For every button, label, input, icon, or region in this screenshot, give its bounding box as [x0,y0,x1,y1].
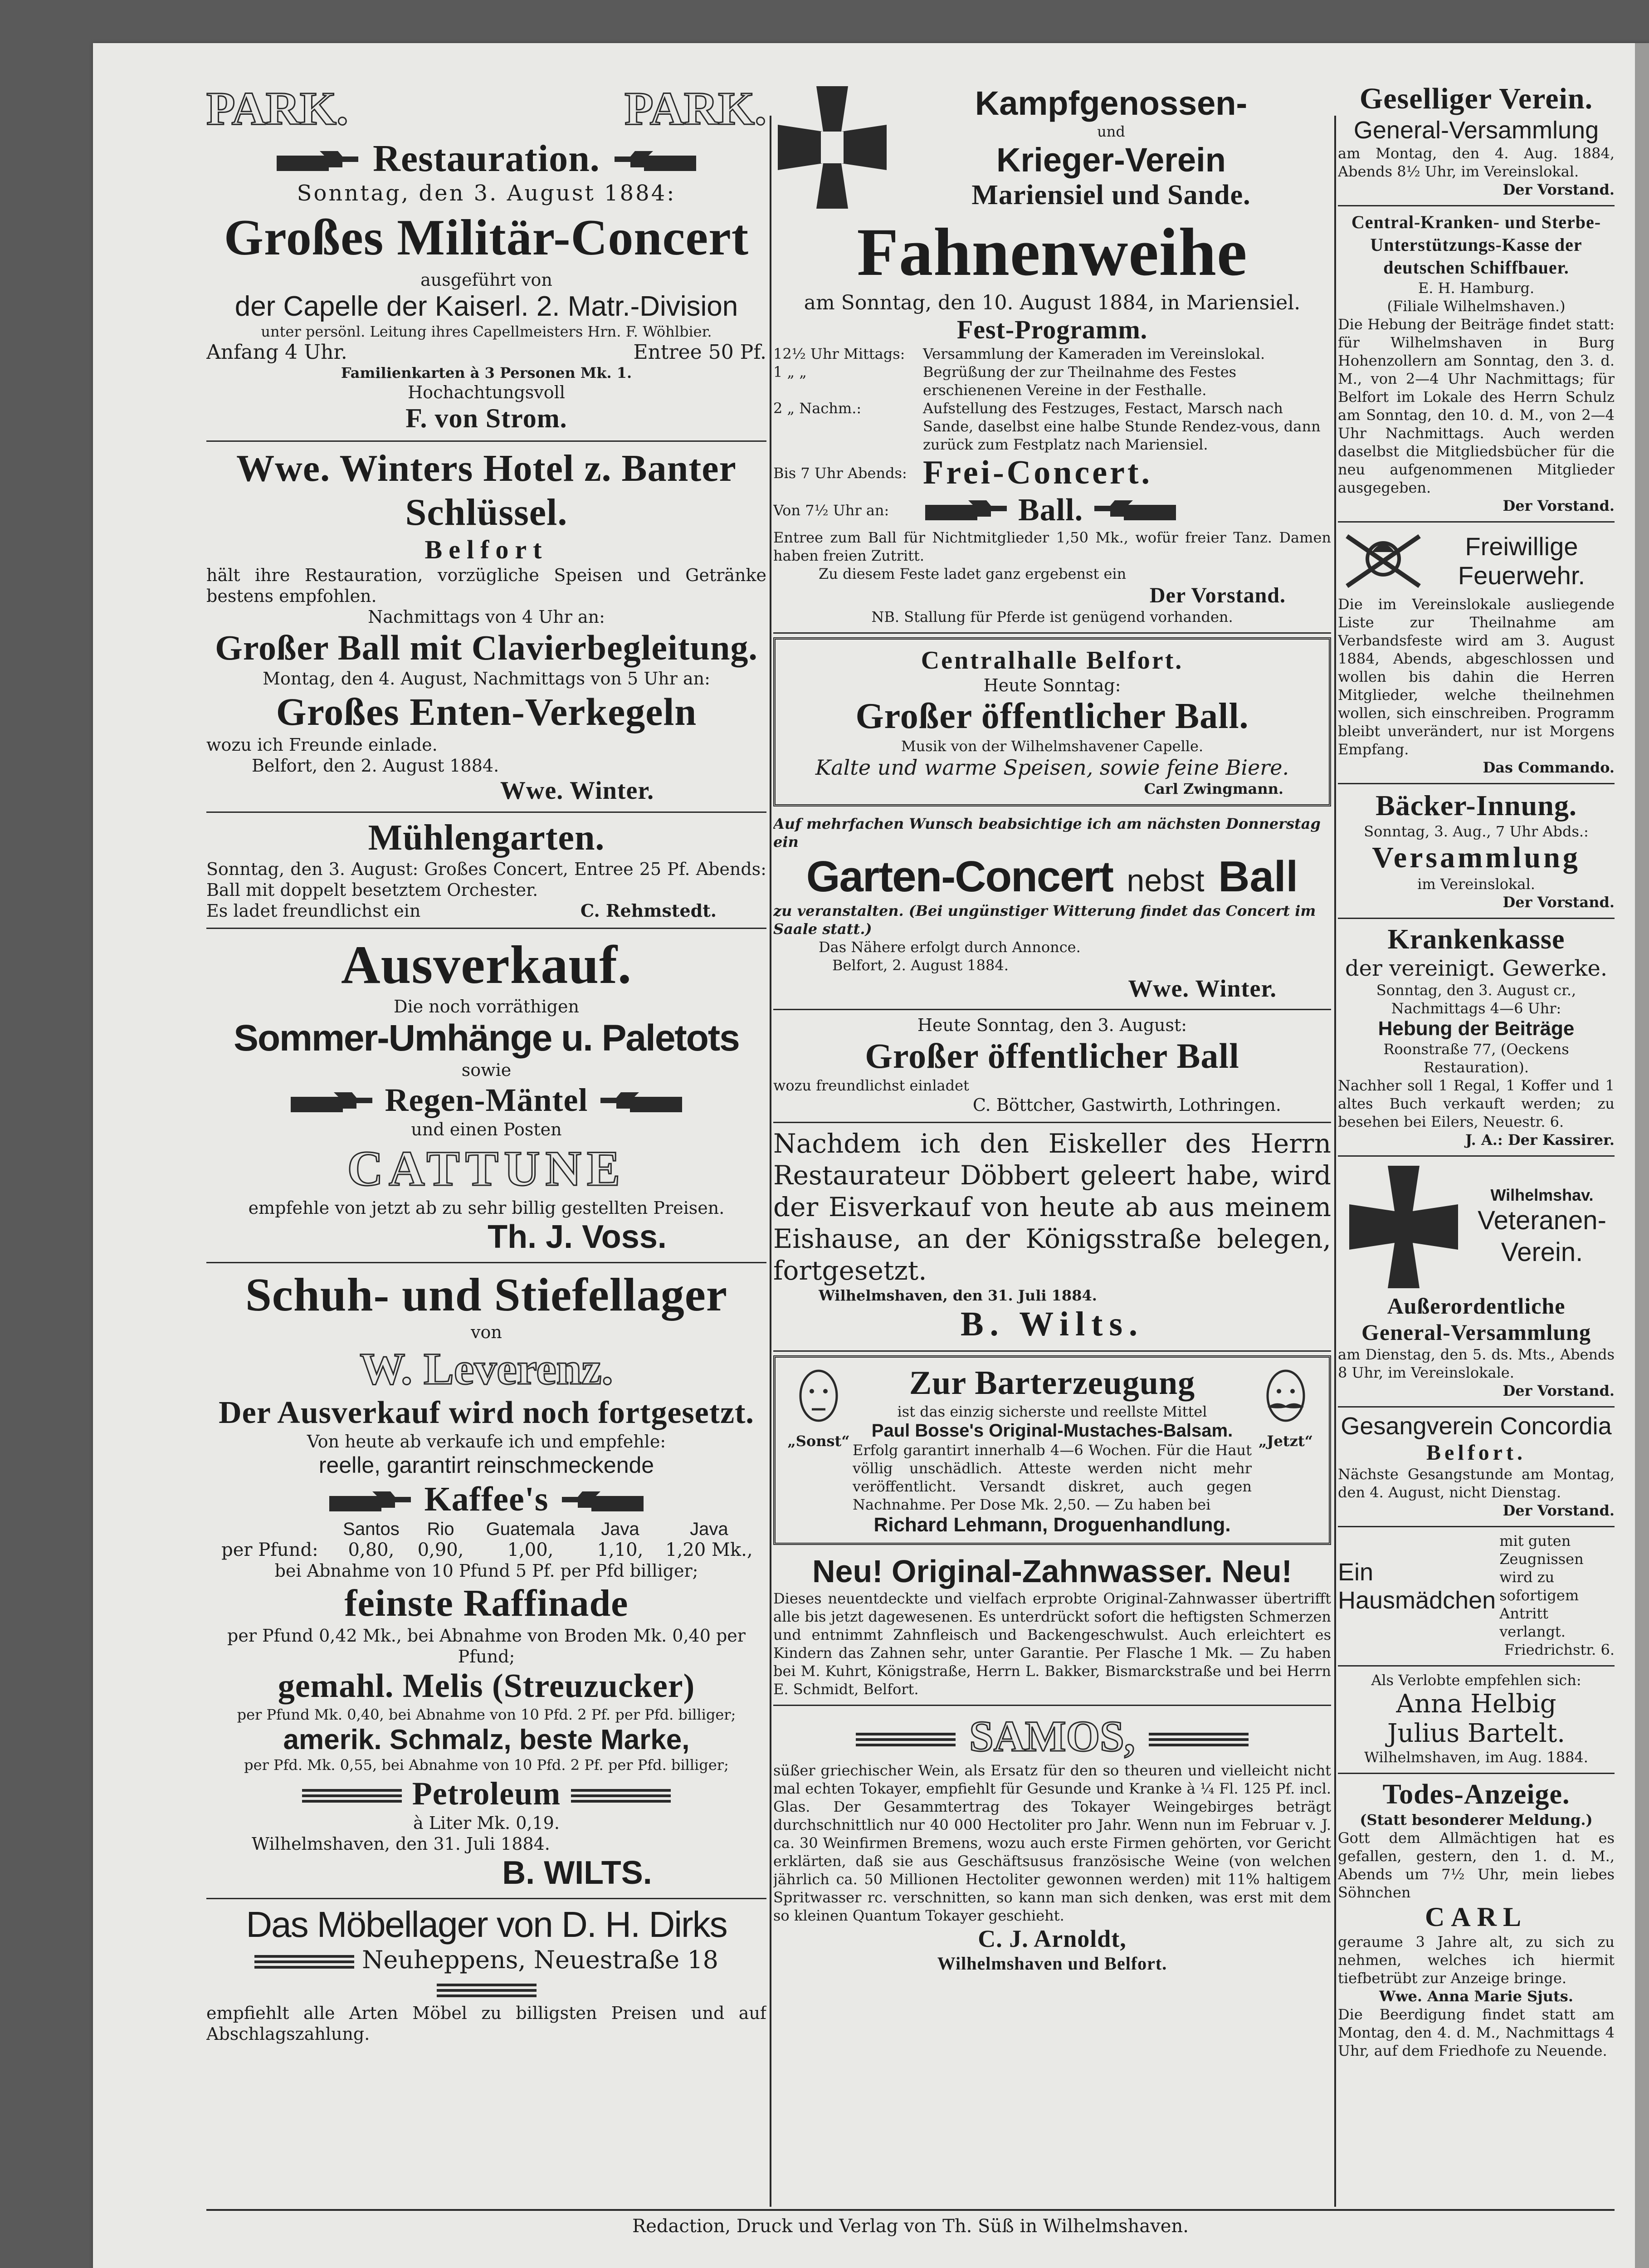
death-sub: (Statt besonderer Meldung.) [1360,1811,1593,1828]
from-today: Von heute ab verkaufe ich und empfehle: [307,1432,666,1452]
death-title: Todes-Anzeige. [1382,1779,1570,1810]
coffee-sort: Java [601,1519,639,1539]
sale-sub: Die noch vorräthigen [394,997,579,1017]
ice-date: Wilhelmshaven, den 31. Juli 1884. [819,1287,1097,1304]
krankenkasse-signature: J. A.: Der Kassirer. [1465,1131,1615,1149]
kasse-hq: E. H. Hamburg. [1418,279,1535,297]
decorative-bars [254,1955,354,1969]
garden-concert-title: Garten-Concert [806,852,1113,901]
cattune: CATTUNE [347,1141,626,1196]
samos-text: süßer griechischer Wein, als Ersatz für den so theuren und vielleicht nicht mal echten Tokayer, empfiehlt für Gesunde und Kranke à ¼ Fl. 125 Pf. incl. Glas. Der Gesammtertrag des Tokayer Weingebirges beträgt durchschnittlich nur 40 000 Hectoliter pro Jahr. Wenn nun im Februar v. J. ca. 30 Weinfirmen Bremens, wozu auch erste Firmen gehörten, vor Gericht erklärten, daß sie aus Geschäftsusus französische Weine (von welchen jährlich ca. 50 Millionen Hectoliter gewonnen werden) mit 11% haltigem Spritwasser rc. verschnitten, so kann man sich denken, was erst mit dem so kleinen Quantum Tokayer geschieht. [773,1762,1331,1924]
geselliger-title: Geselliger Verein. [1359,82,1593,115]
veteranen-place: Wilhelmshav. [1490,1186,1594,1204]
concert-title: Großes Militär-Concert [224,210,749,266]
death-text-2: geraume 3 Jahre alt, zu sich zu nehmen, welches ich hiermit tiefbetrübt zur Anzeige bringe. [1338,1933,1615,1987]
entry-price: Entree 50 Pf. [633,341,766,364]
coffee-sort: Santos [343,1519,400,1539]
coffee-price-table [206,1519,766,1560]
concordia-title: Gesangverein Concordia [1341,1413,1612,1440]
centralhalle-music: Musik von der Wilhelmshavener Capelle. [901,738,1204,755]
winter-signature: Wwe. Winter. [500,777,654,805]
wilts-date: Wilhelmshaven, den 31. Juli 1884. [252,1834,550,1854]
decorative-bars [302,1789,402,1803]
melis: gemahl. Melis (Streuzucker) [278,1667,695,1705]
muehlengarten-signature: C. Rehmstedt. [580,900,717,921]
column-rule [770,116,771,2207]
performed-by: ausgeführt von [420,270,552,290]
feuerwehr-text: Die im Vereinslokale ausliegende Liste zur Theilnahme am Verbandsfeste wird am 3. August 1884, Abends, abgeschlossen und wollen bis dahin die Herren Mitglieder, welche theilnehmen wollen, sich einschreiben. Programm bleibt unverändert, nur ist Morgens Empfang. [1338,596,1615,758]
coffee-price: 1,10, [597,1540,644,1560]
feuerwehr-signature: Das Commando. [1483,759,1615,776]
iron-cross-icon [1338,1161,1469,1293]
krankenkasse-text: Nachher soll 1 Regal, 1 Koffer und 1 altes Buch verkauft werden; zu besehen bei Eilers, Neuestr. 6. [1338,1077,1615,1130]
centralhalle-food: Kalte und warme Speisen, sowie feine Biere. [815,755,1289,780]
beard-product: Paul Bosse's Original-Mustaches-Balsam. [871,1421,1233,1441]
samos-wine-ad [773,1706,1331,1980]
concordia-text: Nächste Gesangstunde am Montag, den 4. August, nicht Dienstag. [1338,1466,1615,1501]
centralhalle-ad [773,637,1331,807]
beard-title: Zur Barterzeugung [909,1364,1195,1402]
beard-text: Erfolg garantirt innerhalb 4—6 Wochen. Für die Haut völlig unschädlich. Atteste werden nicht mehr veröffentlicht. Versandt diskret, auch gegen Nachnahme. Per Dose Mk. 2,50. — Zu haben bei [853,1442,1252,1513]
krankenkasse-date: Sonntag, den 3. August cr., Nachmittags 4—6 Uhr: [1376,982,1576,1017]
krieger-line1: Kampfgenossen- [975,84,1248,122]
park-right: PARK. [624,83,766,135]
housemaid-ad [1338,1527,1615,1667]
summer-coats: Sommer-Umhänge u. Paletots [234,1017,739,1059]
ice-signature: B. Wilts. [960,1305,1144,1343]
lard-price: per Pfd. Mk. 0,55, bei Abnahme von 10 Pfd. 2 Pf. per Pfd. billiger; [244,1756,729,1774]
engagement-intro: Als Verlobte empfehlen sich: [1371,1672,1581,1689]
ball-entry: Entree zum Ball für Nichtmitglieder 1,50 Mk., wofür freier Tanz. Damen haben freien Zutritt. [773,529,1331,564]
voss-signature: Th. J. Voss. [488,1219,667,1255]
column-3 [1338,77,1615,2127]
veteranen-title: Veteranen-Verein. [1478,1206,1606,1267]
garden-signature: Wwe. Winter. [1128,975,1277,1002]
krieger-invite: Zu diesem Feste ladet ganz ergebenst ein [819,565,1127,582]
bottom-rule [206,2209,1615,2211]
kasse-title: Central-Kranken- und Sterbe-Unterstützungs-Kasse der deutschen Schiffbauer. [1351,212,1601,278]
veteranen-extra: Außerordentliche [1387,1293,1566,1319]
baecker-place: im Vereinslokal. [1417,875,1535,893]
wilts-shoe-ad [206,1263,766,1899]
fire-brigade-emblem-icon [1338,527,1429,595]
start-time: Anfang 4 Uhr. [206,341,347,364]
fahnenweihe-date: am Sonntag, den 10. August 1884, in Mariensiel. [804,291,1301,314]
leverenz-name: W. Leverenz. [360,1344,613,1394]
engaged-name-1: Anna Helbig [1396,1689,1556,1719]
beard-signature: Richard Lehmann, Droguenhandlung. [873,1514,1231,1536]
veteranen-signature: Der Vorstand. [1503,1382,1615,1399]
boettcher-ad [773,1010,1331,1123]
label-after: „Jetzt“ [1258,1432,1313,1450]
krieger-verein-ad [773,77,1331,634]
veteranen-gv: General-Versammlung [1361,1320,1591,1345]
winter-afternoon: Nachmittags von 4 Uhr an: [368,607,605,627]
beardless-face-icon [791,1364,846,1432]
housemaid-address: Friedrichstr. 6. [1504,1641,1615,1658]
centralhalle-signature: Carl Zwingmann. [1144,780,1283,797]
feuerwehr-title: Freiwillige Feuerwehr. [1458,532,1586,590]
wilts-signature: B. WILTS. [502,1855,652,1891]
restauration-title: Restauration. [373,137,600,180]
boettcher-ball: Großer öffentlicher Ball [865,1036,1239,1075]
samos-place: Wilhelmshaven und Belfort. [937,1953,1167,1974]
krankenkasse-ad [1338,919,1615,1157]
krankenkasse-address: Roonstraße 77, (Oeckens Restauration). [1383,1041,1569,1076]
raffinade-price: per Pfund 0,42 Mk., bei Abnahme von Broden Mk. 0,40 per Pfund; [227,1626,746,1667]
samos-title: SAMOS, [969,1712,1135,1760]
krieger-line4: Mariensiel und Sande. [971,179,1251,210]
beard-balsam-ad [773,1355,1331,1545]
garden-intro: Auf mehrfachen Wunsch beabsichtige ich am nächsten Donnerstag ein [773,815,1321,850]
sale-title: Ausverkauf. [341,934,632,995]
petroleum-price: à Liter Mk. 0,19. [413,1813,560,1833]
park-date: Sonntag, den 3. August 1884: [297,181,676,206]
sale-post: und einen Posten [411,1119,562,1139]
park-signature: F. von Strom. [405,403,567,433]
from-7: Von 7½ Uhr an: [773,502,889,519]
sale-continues: Der Ausverkauf wird noch fortgesetzt. [219,1395,754,1430]
krankenkasse-sub: der vereinigt. Gewerke. [1345,956,1608,981]
ice-text: Nachdem ich den Eiskeller des Herrn Restaurateur Döbbert geleert habe, wird der Eisverkauf von heute ab aus meinem Eishause, an der Königsstraße belegen, fortgesetzt. [773,1128,1331,1286]
band-leader: unter persönl. Leitung ihres Capellmeisters Hrn. F. Wöhlbier. [261,323,712,340]
family-tickets: Familienkarten à 3 Personen Mk. 1. [341,364,632,381]
decorative-bars [571,1789,671,1803]
pointing-hand-right-icon [923,497,1009,524]
dirks-text: empfiehlt alle Arten Möbel zu billigsten Preisen und auf Abschlagszahlung. [206,2003,766,2044]
park-left: PARK. [206,83,348,135]
central-kasse-ad [1338,206,1615,523]
toothwater-text: Dieses neuentdeckte und vielfach erprobte Original-Zahnwasser übertrifft alle bis jetzt dagewesenen. Es unterdrückt sofort die heftigsten Schmerzen und entnimmt Zahnfleisch und Backengeschwulst. Auch erleichtert es Kindern das Zahnen sehr, unter Garantie. Per Flasche 1 Mk. — Zu haben bei M. Kuhrt, Königstraße, Herrn L. Bakker, Bismarckstraße und bei Herrn E. Schmidt, Belfort. [773,1590,1331,1698]
coffee-discount: bei Abnahme von 10 Pfund 5 Pf. per Pfd billiger; [274,1561,698,1581]
housemaid-text: mit guten Zeugnissen wird zu sofortigem Antritt verlangt. [1499,1532,1584,1640]
feuerwehr-ad [1338,523,1615,784]
sale-offer: empfehle von jetzt ab zu sehr billig gestellten Preisen. [248,1198,725,1218]
centralhalle-today: Heute Sonntag: [983,675,1121,695]
band-name: der Capelle der Kaiserl. 2. Matr.-Division [234,291,738,322]
boettcher-signature: C. Böttcher, Gastwirth, Lothringen. [972,1095,1281,1115]
lard: amerik. Schmalz, beste Marke, [283,1724,690,1755]
stabling-note: NB. Stallung für Pferde ist genügend vorhanden. [871,608,1233,626]
pointing-hand-right-icon [274,147,361,175]
melis-price: per Pfund Mk. 0,40, bei Abnahme von 10 Pfd. 2 Pf. per Pfd. billiger; [237,1706,736,1723]
per-pound: per Pfund: [221,1540,318,1560]
shoe-von: von [471,1322,502,1342]
winter-date: Belfort, den 2. August 1884. [252,756,499,776]
death-signature: Wwe. Anna Marie Sjuts. [1379,1988,1573,2005]
rain-coats: Regen-Mäntel [385,1082,588,1118]
garden-concert-ad [773,810,1331,1010]
baecker-title: Bäcker-Innung. [1376,789,1577,821]
winter-monday: Montag, den 4. August, Nachmittags von 5 Uhr an: [263,669,710,689]
column-rule [1334,116,1336,2207]
label-before: „Sonst“ [787,1432,850,1450]
engaged-name-2: Julius Bartelt. [1387,1719,1566,1748]
dirks-address: Neuheppens, Neuestraße 18 [362,1945,719,1974]
dirks-furniture-ad [206,1899,766,2051]
fahnenweihe-title: Fahnenweihe [857,215,1248,290]
program-row: 12½ Uhr Mittags: Versammlung der Kameraden im Vereinslokal. [773,345,1265,362]
pointing-hand-left-icon [612,147,698,175]
kasse-branch: (Filiale Wilhelmshaven.) [1387,298,1566,315]
program-title: Fest-Programm. [956,315,1148,344]
krieger-signature: Der Vorstand. [1149,583,1286,607]
free-concert: Frei-Concert. [923,454,1153,491]
petroleum: Petroleum [412,1775,561,1812]
pointing-hand-left-icon [560,1488,646,1515]
pointing-hand-right-icon [327,1488,413,1515]
baecker-meeting: Versammlung [1372,841,1581,874]
muehlengarten-ad [206,813,766,929]
kasse-text: Die Hebung der Beiträge findet statt: für Wilhelmshaven in Burg Hohenzollern am Sonntag, den 3. d. M., von 2—4 Uhr Nachmittags; für Belfort im Lokale des Herrn Schulz am Sonntag, den 10. d. M., von 2—4 Uhr Nachmittags. Auch werden daselbst die Mitgliedsbücher für die neu aufgenommenen Mitglieder ausgegeben. [1338,316,1615,496]
pointing-hand-left-icon [1092,497,1178,524]
baecker-date: Sonntag, 3. Aug., 7 Uhr Abds.: [1364,823,1589,840]
centralhalle-ball: Großer öffentlicher Ball. [855,696,1249,736]
coffee-sort: Guatemala [486,1519,575,1539]
ice-sale-ad [773,1123,1331,1352]
muehlengarten-text: Sonntag, den 3. August: Großes Concert, Entree 25 Pf. Abends: Ball mit doppelt besetztem Orchester. [206,859,766,900]
park-restaurant-ad [206,77,766,442]
veteranen-ad [1338,1157,1615,1408]
shoe-store-title: Schuh- und Stiefellager [245,1269,728,1321]
engagement-ad [1338,1667,1615,1774]
garden-nebst: nebst [1127,863,1205,898]
garden-ball: Ball [1218,852,1298,901]
geselliger-sub: General-Versammlung [1353,117,1599,144]
program-row: 1 „ „ Begrüßung der zur Theilnahme des Festes erschienenen Vereine in der Festhalle. [773,363,1237,399]
coffee-sort: Java [690,1519,728,1539]
toothwater-ad [773,1549,1331,1706]
baecker-ad [1338,784,1615,919]
column-2 [773,77,1331,2127]
krankenkasse-title: Krankenkasse [1387,924,1565,955]
geselliger-verein-ad [1338,77,1615,206]
mustache-face-icon [1259,1364,1313,1432]
geselliger-text: am Montag, den 4. Aug. 1884, Abends 8½ Uhr, im Vereinslokal. [1338,145,1615,180]
death-notice-ad [1338,1774,1615,2066]
death-burial: Die Beerdigung findet statt am Montag, den 4. d. M., Nachmittags 4 Uhr, auf dem Friedhofe zu Neuende. [1338,2006,1615,2059]
muehlengarten-title: Mühlengarten. [368,818,605,858]
program-row: 2 „ Nachm.: Aufstellung des Festzuges, Festact, Marsch nach Sande, daselbst eine halbe Stunde Rendez-vous, dann zurück zum Festplatz nach Mariensiel. [773,400,1321,453]
coffee-sort: Rio [427,1519,454,1539]
samos-signature: C. J. Arnoldt, [978,1925,1127,1952]
winter-text: hält ihre Restauration, vorzügliche Speisen und Getränke bestens empfohlen. [206,565,766,606]
kasse-signature: Der Vorstand. [1503,497,1615,514]
pointing-hand-left-icon [598,1089,684,1116]
garden-rest: zu veranstalten. (Bei ungünstiger Witterung findet das Concert im Saale statt.) [773,902,1316,938]
veteranen-text: am Dienstag, den 5. ds. Mts., Abends 8 Uhr, im Vereinslokale. [1338,1346,1615,1381]
voss-sale-ad [206,929,766,1263]
next-page-edge [1635,43,1649,2268]
coffee-sorts-row [206,1519,766,1540]
coffee-price: 1,00, [507,1540,554,1560]
coffee-price: 0,80, [348,1540,395,1560]
winter-ball: Großer Ball mit Clavierbegleitung. [215,628,758,667]
concordia-place: Belfort. [1426,1441,1526,1465]
boettcher-invite: wozu freundlichst einladet [773,1077,969,1094]
krieger-line2: und [1097,122,1125,140]
engagement-date: Wilhelmshaven, im Aug. 1884. [1364,1749,1588,1766]
pointing-hand-right-icon [288,1089,375,1116]
imprint-footer: Redaction, Druck und Verlag von Th. Süß in Wilhelmshaven. [632,2216,1189,2237]
housemaid-title: Ein Hausmädchen [1338,1559,1496,1614]
coffee-real: reelle, garantirt reinschmeckende [318,1452,654,1478]
coffee-prices-row [206,1540,766,1560]
baecker-signature: Der Vorstand. [1503,894,1615,911]
dirks-title: Das Möbellager von D. H. Dirks [246,1904,727,1945]
coffee-price: 1,20 Mk., [665,1540,753,1560]
winter-hotel-ad [206,442,766,813]
geselliger-signature: Der Vorstand. [1503,181,1615,198]
coffee-title: Kaffee's [424,1480,549,1518]
iron-cross-icon [773,82,891,213]
winter-invite: wozu ich Freunde einlade. [206,735,438,755]
column-1 [206,77,766,2127]
concordia-ad [1338,1408,1615,1527]
ball-label: Ball. [1018,493,1083,528]
belfort-label: Belfort [424,535,548,564]
krankenkasse-lift: Hebung der Beiträge [1378,1017,1575,1040]
sale-and: sowie [461,1060,512,1080]
concordia-signature: Der Vorstand. [1503,1502,1615,1519]
decorative-bars [856,1733,956,1746]
raffinade: feinste Raffinade [344,1582,629,1624]
garden-date: Belfort, 2. August 1884. [832,957,1009,974]
duck-bowling: Großes Enten-Verkegeln [276,690,697,733]
muehlengarten-invite: Es ladet freundlichst ein [206,901,421,921]
death-name: CARL [1425,1902,1527,1932]
centralhalle-title: Centralhalle Belfort. [921,646,1184,675]
death-text: Gott dem Allmächtigen hat es gefallen, gestern, den 1. d. M., Abends um 7½ Uhr, mein liebes Söhnchen [1338,1829,1615,1901]
garden-more: Das Nähere erfolgt durch Annonce. [819,938,1081,956]
decorative-bars [437,1984,537,1997]
regards: Hochachtungsvoll [408,382,565,402]
boettcher-today: Heute Sonntag, den 3. August: [917,1015,1187,1035]
beard-sub: ist das einzig sicherste und reellste Mittel [897,1403,1207,1420]
decorative-bars [1149,1733,1249,1746]
until-7: Bis 7 Uhr Abends: [773,464,907,482]
winter-hotel-title: Wwe. Winters Hotel z. Banter Schlüssel. [236,447,737,533]
coffee-price: 0,90, [417,1540,464,1560]
toothwater-title: Neu! Original-Zahnwasser. Neu! [812,1554,1292,1589]
krieger-line3: Krieger-Verein [996,141,1226,179]
